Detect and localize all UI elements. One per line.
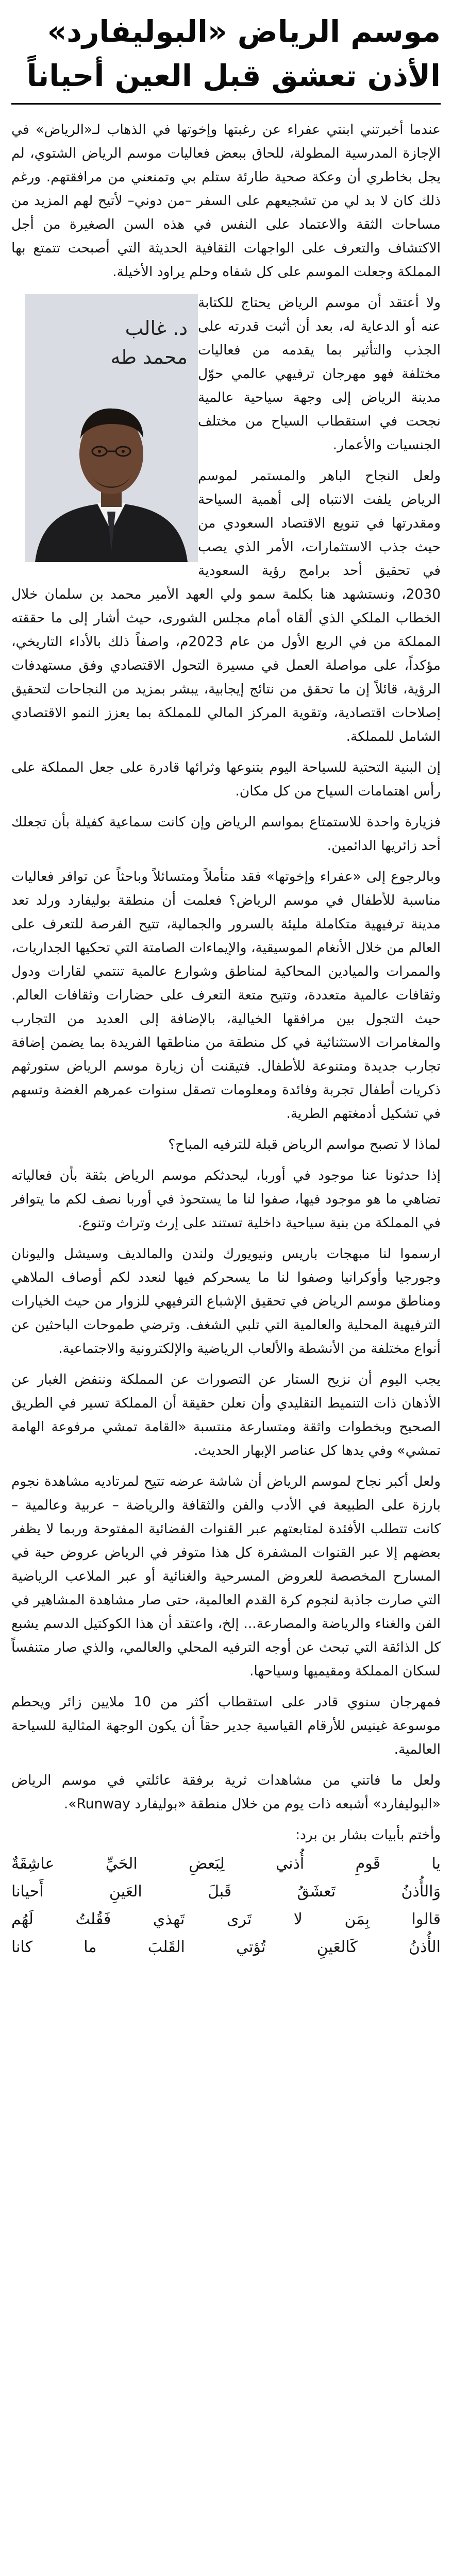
author-byline (35, 314, 188, 371)
paragraph-3: ولعل النجاح الباهر والمستمر لموسم الرياض يلفت الانتباه إلى أهمية السياحة ومقدرتها في تنويع الاقتصاد السعودي من حيث جذب الاستثمارات، الأمر الذي يصب في تحقيق أحد برامج رؤية السعودية 2030، ونستشهد هنا بكلمة سمو ولي العهد الأمير محمد بن سلمان خلال الخطاب الملكي الذي ألقاه أمام مجلس الشورى، حيث أشار إلى ما حققته المملكة من في الربع الأول من عام 2023م، واصفاً ذلك بالأداء التاريخي، مؤكداً، على مواصلة العمل في مسيرة التحول الاقتصادي وفق مستهدفات الرؤية، قائلاً إن ما تحقق من نتائج إيجابية، يبشر بمزيد من النجاحات لتحقيق إصلاحات اقتصادية، وتقوية المركز المالي للمملكة بما يعزز النمو الاقتصادي الشامل للمملكة. (11, 468, 441, 744)
author-title: د. غالب (125, 317, 188, 340)
author-photo-box (25, 294, 198, 562)
paragraph-13: ولعل ما فاتني من مشاهدات ثرية برفقة عائلتي في موسم الرياض «البوليفارد» أشبعه ذات يوم من خلال منطقة «بوليفارد Runway». (11, 1772, 441, 1812)
headline-line-1: موسم الرياض «البوليفارد» (47, 14, 441, 49)
poem-line-1: يا قَومِ أُذني لِبَعضِ الحَيِّ عاشِقَةٌ (11, 1855, 441, 1873)
paragraph-11: ولعل أكبر نجاح لموسم الرياض أن شاشة عرضه تتيح لمرتاديه مشاهدة نجوم بارزة على الطبيعة في الأدب والفن والثقافة والرياضة – عربية وعالمية – كانت تتطلب الأفئدة لمتابعتهم عبر القنوات الفضائية المفتوحة وربما لا يظفر بعضهم إلا عبر القنوات المشفرة كل هذا متوفر في الرياض عروض حية في المسارح المخصصة للعروض المسرحية والغنائية أو عبر الملاعب الرياضية التي صارت جاذبة لنجوم كرة القدم العالمية، حتى صار مشاهدة المشاهير في الفن والغناء والرياضة والمصارعة... إلخ، واعتقد أن هذا الكوكتيل الدسم يشبع كل الذائقة التي تبحث عن أوجه الترفيه المحلي والعالمي، والذي صار متنفساً لسكان المملكة ومقيميها وسياحها. (11, 1473, 441, 1679)
article-headline (11, 9, 441, 98)
author-portrait (25, 377, 198, 562)
paragraph-6: وبالرجوع إلى «عفراء وإخوتها» فقد متأملاً ومتسائلاً وباحثاً عن توافر فعاليات مناسبة للأطفال في موسم الرياض؟ فعلمت أن منطقة بوليفارد ورلد تعد مدينة ترفيهية متكاملة مليئة بالسرور والجمالية، تتيح الفرصة للتعرف على العالم من خلال الأنغام الموسيقية، والإيماءات الصامتة التي تحكيها الجداريات، والممرات والميادين المحاكية لمناطق وشوارع عالمية تنتمي لقارات ودول وثقافات عالمية متعددة، وتتيح متعة التعرف على حضارات وثقافات العالم. حيث التجول بين مرافقها الخيالية، بالإضافة إلى العديد من التجارب والمغامرات الاستثنائية في كل منطقة من مناطقها الفريدة بما يضمن إضافة تجارب جديدة ومتنوعة للأطفال. فتيقنت أن زيارة موسم الرياض ستورثهم ذكريات أطفال تجربة وفائدة ومعلومات تصقل سنوات عمرهم الغضة وتسهم في تشكيل أدمغتهم الطرية. (11, 869, 441, 1122)
paragraph-10: يجب اليوم أن نزيح الستار عن التصورات عن المملكة وننفض الغبار عن الأذهان ذات التنميط التقليدي وأن نعلن حقيقة أن المملكة تسير في الطريق الصحيح وبخطوات واثقة ومتسارعة منتسبة «القامة تمشي مرفوعة الهامة تمشي» وفي يدها كل عناصر الإبهار الحديث. (11, 1371, 441, 1459)
paragraph-12: فمهرجان سنوي قادر على استقطاب أكثر من 10 ملايين زائر ويحطم موسوعة غينيس للأرقام القياسية جدير حقاً أن يكون الوجهة المثالية للسياحة العالمية. (11, 1694, 441, 1757)
paragraph-4: إن البنية التحتية للسياحة اليوم بتنوعها وثرائها قادرة على جعل المملكة على رأس اهتمامات السياح من كل مكان. (11, 759, 441, 799)
headline-divider (11, 103, 441, 105)
poem-line-4: الأُذنُ كَالعَينِ تُؤتي القَلبَ ما كانا (11, 1938, 441, 1956)
paragraph-7: لماذا لا تصبح مواسم الرياض قبلة للترفيه المباح؟ (168, 1137, 441, 1153)
paragraph-2: ولا أعتقد أن موسم الرياض يحتاج للكتابة عنه أو الدعاية له، بعد أن أثبت قدرته على الجذب والتأثير بما يقدمه من فعاليات مختلفة فهو مهرجان ترفيهي عالمي حوّل مدينة الرياض إلى وجهة سياحية عالمية نجحت في استقطاب السياح من مختلف الجنسيات والأعمار. (198, 295, 441, 453)
article-body (11, 118, 441, 1961)
paragraph-8: إذا حدثونا عنا موجود في أوربا، ليحدثكم موسم الرياض بثقة بأن فعالياته تضاهي ما هو موجود فيها، صفوا لنا ما يستحوذ في أوربا نصف لكم ما يتوافر في المملكة من بنية سياحية داخلية تستند على إرث وتراث وتنوع. (11, 1167, 441, 1231)
paragraph-1: عندما أخبرتني ابنتي عفراء عن رغبتها وإخوتها في الذهاب لـ«الرياض» في الإجازة المدرسية المطولة، للحاق ببعض فعاليات موسم الرياض الشتوي، لم يجل بخاطري أن وعكة صحية طارئة ستلم بي وتمنعني من مرافقتهم. ورغم ذلك كان لا بد لي من تشجيعهم على السفر –من دوني– لأتيح لهم المزيد من مساحات الثقة والاعتماد على النفس في هذه السن الصغيرة من أجل الاكتشاف والتعرف على الواجهات الثقافية الحديثة التي أصبحت تتمتع بها المملكة وجعلت الموسم على كل شفاه وحلم يراود الأخيلة. (11, 122, 441, 280)
poem-intro: وأختم بأبيات بشار بن برد: (295, 1827, 441, 1843)
paragraph-9: ارسموا لنا مبهجات باريس ونيويورك ولندن والمالديف وسيشل واليونان وجورجيا وأوكرانيا وصفوا لنا ما يسحركم فيها لنعدد لكم أوصاف الملاهي ومناطق موسم الرياض في تحقيق الإشباع الترفيهي للزوار من حيث الخيارات الترفيهية المحلية والعالمية التي تلبي الشغف. وترضي طموحات الباحثين عن أنواع مختلفة من الأنشطة والألعاب الرياضية والإلكترونية والاجتماعية. (11, 1246, 441, 1357)
paragraph-5: فزيارة واحدة للاستمتاع بمواسم الرياض وإن كانت سماعية كفيلة بأن تجعلك أحد زائريها الدائمين. (11, 814, 441, 854)
author-name: محمد طه (110, 346, 188, 368)
headline-line-2: الأذن تعشق قبل العين أحياناً (26, 58, 441, 93)
poem-line-2: وَالأُذنُ تَعشَقُ قَبلَ العَينِ أَحيانا (11, 1883, 441, 1901)
closing-poem (11, 1823, 441, 1961)
poem-line-3: قالوا بِمَن لا تَرى تَهذي فَقُلتُ لَهُم (11, 1910, 441, 1928)
